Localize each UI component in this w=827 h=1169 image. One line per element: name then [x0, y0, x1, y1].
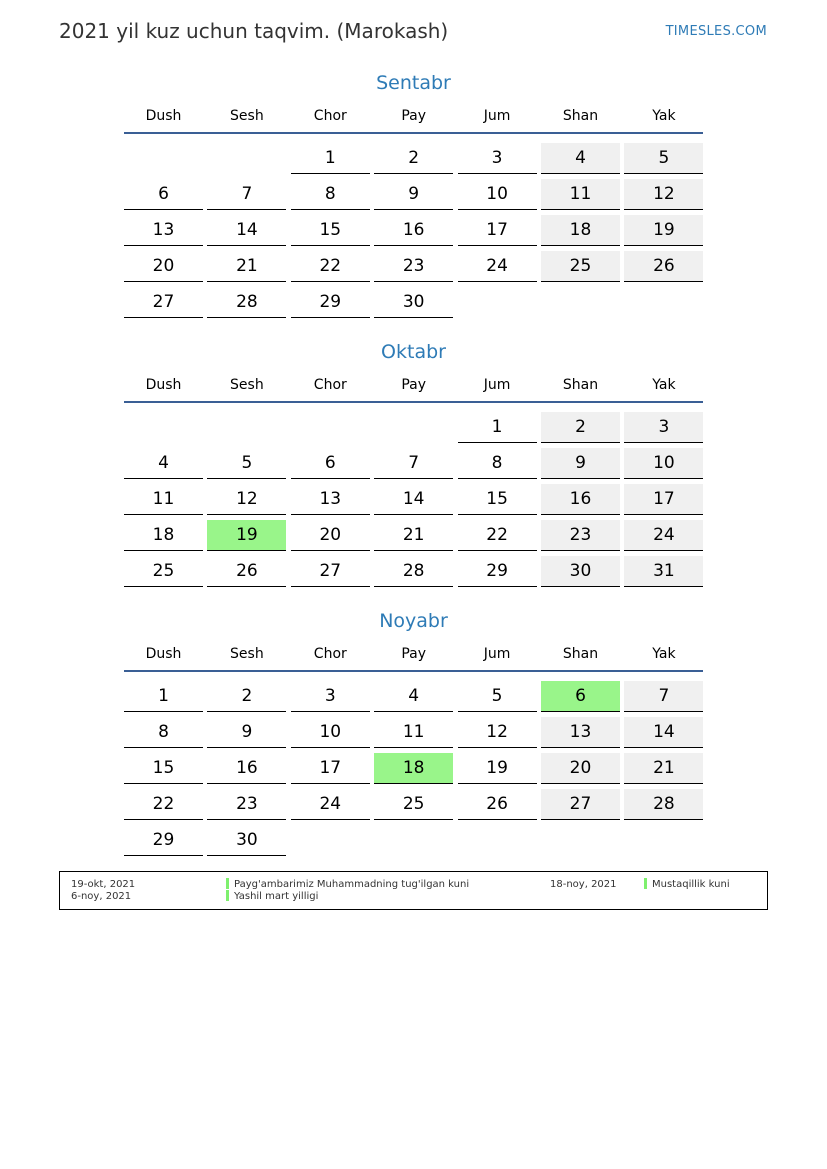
month-name: Noyabr	[379, 610, 448, 632]
day-cell[interactable]: 5	[624, 143, 703, 174]
month-block	[124, 339, 703, 599]
day-cell[interactable]: 3	[291, 681, 370, 712]
weekday-label: Sesh	[230, 108, 264, 124]
day-cell[interactable]: 15	[291, 215, 370, 246]
day-cell[interactable]: 28	[624, 789, 703, 820]
day-cell[interactable]: 7	[207, 179, 286, 210]
day-cell[interactable]: 26	[207, 556, 286, 587]
day-cell[interactable]: 20	[541, 753, 620, 784]
day-cell[interactable]: 8	[291, 179, 370, 210]
day-cell[interactable]: 10	[624, 448, 703, 479]
day-cell[interactable]: 23	[374, 251, 453, 282]
day-cell[interactable]: 17	[458, 215, 537, 246]
day-cell[interactable]: 23	[541, 520, 620, 551]
day-cell[interactable]: 15	[124, 753, 203, 784]
day-cell[interactable]: 13	[124, 215, 203, 246]
day-cell[interactable]: 4	[124, 448, 203, 479]
weekday-label: Dush	[145, 377, 182, 393]
day-cell[interactable]: 1	[291, 143, 370, 174]
month-block	[124, 70, 703, 330]
day-cell[interactable]: 2	[541, 412, 620, 443]
legend-holiday-name: Mustaqillik kuni	[652, 879, 730, 890]
day-cell[interactable]: 3	[624, 412, 703, 443]
legend-holiday-name: Yashil mart yilligi	[234, 891, 319, 902]
weekday-label: Pay	[401, 108, 427, 124]
month-block	[124, 608, 703, 868]
day-cell[interactable]: 30	[541, 556, 620, 587]
day-cell[interactable]: 12	[458, 717, 537, 748]
day-cell[interactable]: 5	[458, 681, 537, 712]
day-cell[interactable]: 12	[624, 179, 703, 210]
day-cell[interactable]: 22	[124, 789, 203, 820]
weekday-label: Jum	[483, 108, 511, 124]
day-cell[interactable]: 11	[124, 484, 203, 515]
legend-date: 19-okt, 2021	[71, 879, 136, 890]
day-cell[interactable]: 3	[458, 143, 537, 174]
day-cell[interactable]: 7	[374, 448, 453, 479]
legend-date: 18-noy, 2021	[550, 879, 617, 890]
weekday-label: Chor	[313, 108, 347, 124]
day-cell[interactable]: 18	[124, 520, 203, 551]
day-cell[interactable]: 28	[374, 556, 453, 587]
day-cell[interactable]: 18	[541, 215, 620, 246]
holiday-day-cell[interactable]: 19	[207, 520, 286, 551]
header-divider	[124, 670, 703, 672]
site-link[interactable]: TIMESLES.COM	[665, 24, 767, 39]
day-cell[interactable]: 20	[124, 251, 203, 282]
day-cell[interactable]: 14	[207, 215, 286, 246]
day-cell[interactable]: 6	[124, 179, 203, 210]
day-cell[interactable]: 27	[541, 789, 620, 820]
weekday-label: Chor	[313, 377, 347, 393]
day-cell[interactable]: 11	[541, 179, 620, 210]
day-cell[interactable]: 13	[541, 717, 620, 748]
weekday-label: Yak	[652, 377, 676, 393]
day-cell[interactable]: 22	[458, 520, 537, 551]
day-cell[interactable]: 19	[624, 215, 703, 246]
day-cell[interactable]: 16	[541, 484, 620, 515]
day-cell[interactable]: 30	[374, 287, 453, 318]
weekday-label: Yak	[652, 646, 676, 662]
day-cell[interactable]: 17	[624, 484, 703, 515]
day-cell[interactable]: 21	[624, 753, 703, 784]
weekday-label: Jum	[483, 646, 511, 662]
day-cell[interactable]: 9	[541, 448, 620, 479]
day-cell[interactable]: 25	[124, 556, 203, 587]
weekday-label: Shan	[562, 377, 599, 393]
day-cell[interactable]: 30	[207, 825, 286, 856]
day-cell[interactable]: 14	[374, 484, 453, 515]
holiday-day-cell[interactable]: 6	[541, 681, 620, 712]
day-cell[interactable]: 29	[291, 287, 370, 318]
day-cell[interactable]: 25	[374, 789, 453, 820]
weekday-label: Jum	[483, 377, 511, 393]
day-cell[interactable]: 16	[207, 753, 286, 784]
day-cell[interactable]: 20	[291, 520, 370, 551]
day-cell[interactable]: 9	[207, 717, 286, 748]
day-cell[interactable]: 4	[541, 143, 620, 174]
day-cell[interactable]: 26	[624, 251, 703, 282]
day-cell[interactable]: 8	[124, 717, 203, 748]
day-cell[interactable]: 29	[458, 556, 537, 587]
weekday-header	[124, 106, 703, 126]
holiday-marker	[226, 890, 229, 901]
weekday-label: Pay	[401, 377, 427, 393]
day-cell[interactable]: 23	[207, 789, 286, 820]
day-cell[interactable]: 15	[458, 484, 537, 515]
weekday-header	[124, 375, 703, 395]
weekday-label: Pay	[401, 646, 427, 662]
holiday-marker	[226, 878, 229, 889]
day-cell[interactable]: 2	[374, 143, 453, 174]
day-cell[interactable]: 17	[291, 753, 370, 784]
day-cell[interactable]: 24	[624, 520, 703, 551]
day-cell[interactable]: 21	[374, 520, 453, 551]
weekday-label: Yak	[652, 108, 676, 124]
day-cell[interactable]: 29	[124, 825, 203, 856]
legend-holiday-name: Payg'ambarimiz Muhammadning tug'ilgan kuni	[234, 879, 470, 890]
day-cell[interactable]: 27	[124, 287, 203, 318]
day-cell[interactable]: 22	[291, 251, 370, 282]
day-cell[interactable]: 27	[291, 556, 370, 587]
holiday-legend	[59, 871, 768, 910]
day-cell[interactable]: 14	[624, 717, 703, 748]
weekday-label: Shan	[562, 108, 599, 124]
weekday-label: Chor	[313, 646, 347, 662]
day-cell[interactable]: 31	[624, 556, 703, 587]
day-cell[interactable]: 21	[207, 251, 286, 282]
day-cell[interactable]: 24	[458, 251, 537, 282]
day-cell[interactable]: 25	[541, 251, 620, 282]
weekday-header	[124, 644, 703, 664]
header-divider	[124, 401, 703, 403]
day-cell[interactable]: 1	[124, 681, 203, 712]
legend-date: 6-noy, 2021	[71, 891, 132, 902]
day-cell[interactable]: 10	[458, 179, 537, 210]
day-cell[interactable]: 24	[291, 789, 370, 820]
day-cell[interactable]: 11	[374, 717, 453, 748]
day-cell[interactable]: 9	[374, 179, 453, 210]
day-cell[interactable]: 6	[291, 448, 370, 479]
weekday-label: Dush	[145, 646, 182, 662]
day-cell[interactable]: 19	[458, 753, 537, 784]
day-cell[interactable]: 8	[458, 448, 537, 479]
header-divider	[124, 132, 703, 134]
weekday-label: Shan	[562, 646, 599, 662]
month-name: Sentabr	[376, 72, 451, 94]
day-cell[interactable]: 26	[458, 789, 537, 820]
day-cell[interactable]: 13	[291, 484, 370, 515]
month-name: Oktabr	[381, 341, 446, 363]
weekday-label: Dush	[145, 108, 182, 124]
day-cell[interactable]: 12	[207, 484, 286, 515]
day-cell[interactable]: 2	[207, 681, 286, 712]
day-cell[interactable]: 1	[458, 412, 537, 443]
weekday-label: Sesh	[230, 377, 264, 393]
day-cell[interactable]: 16	[374, 215, 453, 246]
holiday-marker	[644, 878, 647, 889]
page-title: 2021 yil kuz uchun taqvim. (Marokash)	[59, 19, 449, 43]
holiday-day-cell[interactable]: 18	[374, 753, 453, 784]
day-cell[interactable]: 7	[624, 681, 703, 712]
weekday-label: Sesh	[230, 646, 264, 662]
day-cell[interactable]: 5	[207, 448, 286, 479]
day-cell[interactable]: 10	[291, 717, 370, 748]
day-cell[interactable]: 28	[207, 287, 286, 318]
day-cell[interactable]: 4	[374, 681, 453, 712]
